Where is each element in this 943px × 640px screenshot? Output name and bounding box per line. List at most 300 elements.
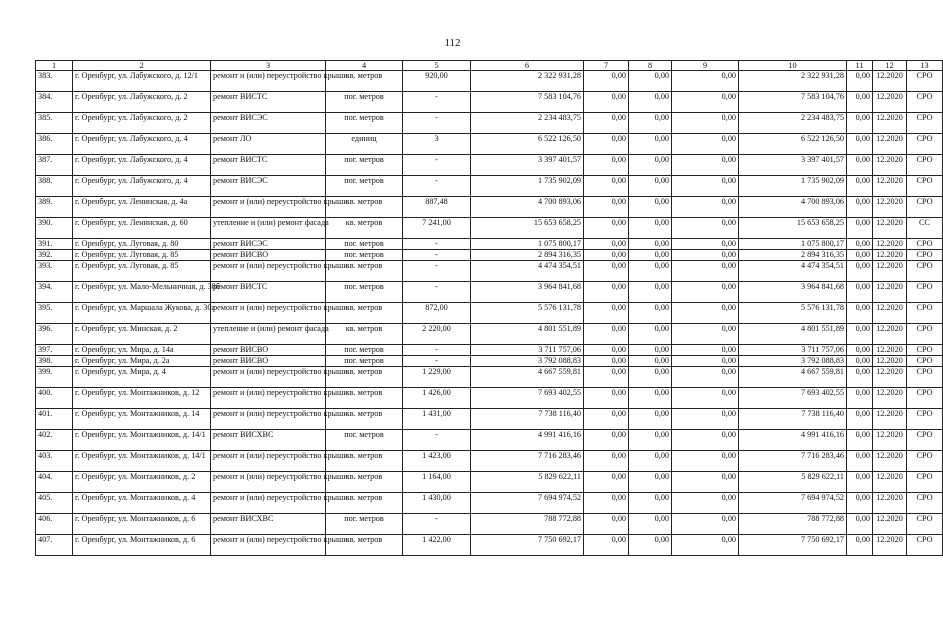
unit-cell: кв. метров: [326, 367, 403, 388]
fund-cell: 0,00: [629, 218, 672, 239]
table-row: [36, 514, 943, 535]
unit-cell: кв. метров: [326, 535, 403, 556]
table-row: [36, 197, 943, 218]
fund-cell: 0,00: [584, 535, 629, 556]
other-cell: 0,00: [847, 409, 873, 430]
deadline-cell: 12.2020: [873, 303, 907, 324]
fund-cell: 0,00: [672, 409, 739, 430]
deadline-cell: 12.2020: [873, 367, 907, 388]
deadline-cell: 12.2020: [873, 356, 907, 367]
source-cell: СРО: [907, 345, 943, 356]
table-row: [36, 282, 943, 303]
deadline-cell: 12.2020: [873, 472, 907, 493]
quantity-cell: 872,00: [403, 303, 471, 324]
unit-cell: пог. метров: [326, 155, 403, 176]
row-number: 393.: [36, 261, 73, 282]
work-type-cell: ремонт и (или) переустройство крыши: [211, 493, 326, 514]
fund-cell: 0,00: [672, 197, 739, 218]
table-row: [36, 155, 943, 176]
fund-cell: 0,00: [672, 113, 739, 134]
address-cell: г. Оренбург, ул. Монтажников, д. 14/1: [73, 451, 211, 472]
fund-cell: 0,00: [584, 113, 629, 134]
column-header: 8: [629, 61, 672, 71]
row-number: 395.: [36, 303, 73, 324]
fund-cell: 0,00: [629, 282, 672, 303]
deadline-cell: 12.2020: [873, 239, 907, 250]
source-cell: СРО: [907, 493, 943, 514]
work-type-cell: ремонт ВИСТС: [211, 282, 326, 303]
cost-cell: 4 667 559,81: [471, 367, 584, 388]
deadline-cell: 12.2020: [873, 218, 907, 239]
fund-cell: 0,00: [584, 324, 629, 345]
unit-cell: пог. метров: [326, 282, 403, 303]
source-cell: СРО: [907, 367, 943, 388]
table-row: [36, 303, 943, 324]
fund-cell: 0,00: [629, 250, 672, 261]
source-cell: СРО: [907, 535, 943, 556]
unit-cell: пог. метров: [326, 514, 403, 535]
fund-cell: 0,00: [629, 472, 672, 493]
fund-cell: 0,00: [584, 239, 629, 250]
address-cell: г. Оренбург, ул. Мира, д. 2а: [73, 356, 211, 367]
row-number: 388.: [36, 176, 73, 197]
row-number: 397.: [36, 345, 73, 356]
other-cell: 0,00: [847, 239, 873, 250]
deadline-cell: 12.2020: [873, 282, 907, 303]
row-number: 394.: [36, 282, 73, 303]
deadline-cell: 12.2020: [873, 324, 907, 345]
source-cell: СРО: [907, 388, 943, 409]
fund-cell: 0,00: [672, 239, 739, 250]
column-header: 6: [471, 61, 584, 71]
fund-cell: 0,00: [672, 261, 739, 282]
quantity-cell: -: [403, 176, 471, 197]
unit-cell: кв. метров: [326, 409, 403, 430]
fund-cell: 0,00: [672, 71, 739, 92]
fund-cell: 0,00: [629, 261, 672, 282]
work-type-cell: ремонт и (или) переустройство крыши: [211, 388, 326, 409]
total-cell: 1 735 902,09: [739, 176, 847, 197]
cost-cell: 5 576 131,78: [471, 303, 584, 324]
fund-cell: 0,00: [672, 218, 739, 239]
row-number: 384.: [36, 92, 73, 113]
cost-cell: 3 964 841,68: [471, 282, 584, 303]
table-body: [36, 71, 943, 556]
work-type-cell: ремонт и (или) переустройство крыши: [211, 197, 326, 218]
total-cell: 5 829 622,11: [739, 472, 847, 493]
other-cell: 0,00: [847, 92, 873, 113]
table-row: [36, 324, 943, 345]
total-cell: 1 075 800,17: [739, 239, 847, 250]
table-row: [36, 451, 943, 472]
cost-cell: 4 801 551,89: [471, 324, 584, 345]
other-cell: 0,00: [847, 451, 873, 472]
fund-cell: 0,00: [584, 92, 629, 113]
table-row: [36, 261, 943, 282]
row-number: 399.: [36, 367, 73, 388]
column-number-row: [36, 61, 943, 71]
fund-cell: 0,00: [584, 367, 629, 388]
total-cell: 788 772,88: [739, 514, 847, 535]
source-cell: СРО: [907, 282, 943, 303]
address-cell: г. Оренбург, ул. Минская, д. 2: [73, 324, 211, 345]
column-header: 12: [873, 61, 907, 71]
quantity-cell: 7 241,00: [403, 218, 471, 239]
fund-cell: 0,00: [629, 388, 672, 409]
work-type-cell: ремонт ВИСВО: [211, 356, 326, 367]
other-cell: 0,00: [847, 345, 873, 356]
fund-cell: 0,00: [672, 250, 739, 261]
fund-cell: 0,00: [672, 155, 739, 176]
cost-cell: 4 991 416,16: [471, 430, 584, 451]
total-cell: 3 792 088,83: [739, 356, 847, 367]
source-cell: СРО: [907, 409, 943, 430]
fund-cell: 0,00: [672, 388, 739, 409]
unit-cell: кв. метров: [326, 218, 403, 239]
total-cell: 4 801 551,89: [739, 324, 847, 345]
work-type-cell: ремонт ВИСТС: [211, 92, 326, 113]
other-cell: 0,00: [847, 250, 873, 261]
quantity-cell: 1 431,00: [403, 409, 471, 430]
address-cell: г. Оренбург, ул. Мира, д. 14а: [73, 345, 211, 356]
quantity-cell: 1 164,00: [403, 472, 471, 493]
fund-cell: 0,00: [584, 493, 629, 514]
column-header: 1: [36, 61, 73, 71]
fund-cell: 0,00: [672, 282, 739, 303]
source-cell: СРО: [907, 430, 943, 451]
row-number: 390.: [36, 218, 73, 239]
table-row: [36, 250, 943, 261]
fund-cell: 0,00: [629, 493, 672, 514]
address-cell: г. Оренбург, ул. Мира, д. 4: [73, 367, 211, 388]
unit-cell: кв. метров: [326, 324, 403, 345]
row-number: 405.: [36, 493, 73, 514]
other-cell: 0,00: [847, 493, 873, 514]
total-cell: 5 576 131,78: [739, 303, 847, 324]
fund-cell: 0,00: [629, 239, 672, 250]
work-type-cell: утепление и (или) ремонт фасада: [211, 218, 326, 239]
source-cell: СРО: [907, 239, 943, 250]
unit-cell: кв. метров: [326, 197, 403, 218]
row-number: 383.: [36, 71, 73, 92]
fund-cell: 0,00: [629, 176, 672, 197]
quantity-cell: -: [403, 345, 471, 356]
row-number: 402.: [36, 430, 73, 451]
address-cell: г. Оренбург, ул. Монтажников, д. 2: [73, 472, 211, 493]
cost-cell: 6 522 126,50: [471, 134, 584, 155]
unit-cell: кв. метров: [326, 261, 403, 282]
cost-cell: 2 322 931,28: [471, 71, 584, 92]
fund-cell: 0,00: [584, 388, 629, 409]
total-cell: 4 474 354,51: [739, 261, 847, 282]
unit-cell: кв. метров: [326, 472, 403, 493]
other-cell: 0,00: [847, 113, 873, 134]
deadline-cell: 12.2020: [873, 514, 907, 535]
row-number: 392.: [36, 250, 73, 261]
unit-cell: пог. метров: [326, 430, 403, 451]
row-number: 386.: [36, 134, 73, 155]
table-row: [36, 176, 943, 197]
source-cell: СРО: [907, 197, 943, 218]
total-cell: 3 964 841,68: [739, 282, 847, 303]
deadline-cell: 12.2020: [873, 345, 907, 356]
cost-cell: 788 772,88: [471, 514, 584, 535]
unit-cell: пог. метров: [326, 345, 403, 356]
quantity-cell: 1 423,00: [403, 451, 471, 472]
fund-cell: 0,00: [672, 430, 739, 451]
address-cell: г. Оренбург, ул. Ленинская, д. 60: [73, 218, 211, 239]
cost-cell: 3 792 088,83: [471, 356, 584, 367]
other-cell: 0,00: [847, 197, 873, 218]
fund-cell: 0,00: [629, 113, 672, 134]
fund-cell: 0,00: [672, 176, 739, 197]
deadline-cell: 12.2020: [873, 134, 907, 155]
total-cell: 3 711 757,06: [739, 345, 847, 356]
row-number: 391.: [36, 239, 73, 250]
address-cell: г. Оренбург, ул. Луговая, д. 85: [73, 250, 211, 261]
fund-cell: 0,00: [672, 451, 739, 472]
column-header: 3: [211, 61, 326, 71]
source-cell: СРО: [907, 451, 943, 472]
table-row: [36, 535, 943, 556]
fund-cell: 0,00: [584, 451, 629, 472]
fund-cell: 0,00: [629, 324, 672, 345]
column-header: 7: [584, 61, 629, 71]
work-type-cell: ремонт ВИСВО: [211, 345, 326, 356]
fund-cell: 0,00: [629, 155, 672, 176]
column-header: 10: [739, 61, 847, 71]
other-cell: 0,00: [847, 472, 873, 493]
row-number: 396.: [36, 324, 73, 345]
fund-cell: 0,00: [584, 250, 629, 261]
work-type-cell: ремонт и (или) переустройство крыши: [211, 367, 326, 388]
fund-cell: 0,00: [629, 451, 672, 472]
deadline-cell: 12.2020: [873, 197, 907, 218]
fund-cell: 0,00: [584, 134, 629, 155]
table-row: [36, 367, 943, 388]
address-cell: г. Оренбург, ул. Монтажников, д. 6: [73, 535, 211, 556]
quantity-cell: -: [403, 430, 471, 451]
table-row: [36, 218, 943, 239]
cost-cell: 3 711 757,06: [471, 345, 584, 356]
work-type-cell: ремонт ВИСЭС: [211, 239, 326, 250]
fund-cell: 0,00: [584, 303, 629, 324]
quantity-cell: 3: [403, 134, 471, 155]
total-cell: 3 397 401,57: [739, 155, 847, 176]
address-cell: г. Оренбург, ул. Монтажников, д. 6: [73, 514, 211, 535]
other-cell: 0,00: [847, 367, 873, 388]
address-cell: г. Оренбург, ул. Луговая, д. 80: [73, 239, 211, 250]
quantity-cell: -: [403, 239, 471, 250]
unit-cell: кв. метров: [326, 493, 403, 514]
fund-cell: 0,00: [672, 514, 739, 535]
row-number: 401.: [36, 409, 73, 430]
work-type-cell: ремонт ВИСТС: [211, 155, 326, 176]
work-type-cell: ремонт и (или) переустройство крыши: [211, 409, 326, 430]
cost-cell: 7 694 974,52: [471, 493, 584, 514]
fund-cell: 0,00: [584, 261, 629, 282]
work-type-cell: ремонт и (или) переустройство крыши: [211, 472, 326, 493]
deadline-cell: 12.2020: [873, 451, 907, 472]
page-number: 112: [444, 37, 461, 49]
unit-cell: кв. метров: [326, 71, 403, 92]
fund-cell: 0,00: [672, 324, 739, 345]
address-cell: г. Оренбург, ул. Монтажников, д. 12: [73, 388, 211, 409]
cost-cell: 7 583 104,76: [471, 92, 584, 113]
cost-cell: 5 829 622,11: [471, 472, 584, 493]
fund-cell: 0,00: [584, 409, 629, 430]
total-cell: 6 522 126,50: [739, 134, 847, 155]
cost-cell: 7 750 692,17: [471, 535, 584, 556]
row-number: 400.: [36, 388, 73, 409]
total-cell: 4 991 416,16: [739, 430, 847, 451]
total-cell: 7 738 116,40: [739, 409, 847, 430]
row-number: 389.: [36, 197, 73, 218]
source-cell: СРО: [907, 261, 943, 282]
fund-cell: 0,00: [584, 197, 629, 218]
deadline-cell: 12.2020: [873, 535, 907, 556]
quantity-cell: -: [403, 92, 471, 113]
deadline-cell: 12.2020: [873, 250, 907, 261]
source-cell: СРО: [907, 176, 943, 197]
column-header: 4: [326, 61, 403, 71]
work-type-cell: ремонт ЛО: [211, 134, 326, 155]
fund-cell: 0,00: [672, 303, 739, 324]
cost-cell: 4 474 354,51: [471, 261, 584, 282]
fund-cell: 0,00: [584, 472, 629, 493]
address-cell: г. Оренбург, ул. Лабужского, д. 2: [73, 113, 211, 134]
column-header: 11: [847, 61, 873, 71]
fund-cell: 0,00: [672, 92, 739, 113]
table-row: [36, 493, 943, 514]
cost-cell: 7 738 116,40: [471, 409, 584, 430]
fund-cell: 0,00: [584, 345, 629, 356]
quantity-cell: -: [403, 261, 471, 282]
work-type-cell: ремонт и (или) переустройство крыши: [211, 71, 326, 92]
quantity-cell: -: [403, 356, 471, 367]
fund-cell: 0,00: [672, 493, 739, 514]
other-cell: 0,00: [847, 430, 873, 451]
source-cell: СС: [907, 218, 943, 239]
fund-cell: 0,00: [584, 71, 629, 92]
work-type-cell: ремонт ВИСЭС: [211, 113, 326, 134]
deadline-cell: 12.2020: [873, 71, 907, 92]
source-cell: СРО: [907, 134, 943, 155]
other-cell: 0,00: [847, 514, 873, 535]
table-row: [36, 472, 943, 493]
other-cell: 0,00: [847, 71, 873, 92]
deadline-cell: 12.2020: [873, 92, 907, 113]
row-number: 407.: [36, 535, 73, 556]
source-cell: СРО: [907, 250, 943, 261]
address-cell: г. Оренбург, ул. Маршала Жукова, д. 30а: [73, 303, 211, 324]
fund-cell: 0,00: [629, 197, 672, 218]
fund-cell: 0,00: [629, 430, 672, 451]
total-cell: 2 322 931,28: [739, 71, 847, 92]
fund-cell: 0,00: [584, 218, 629, 239]
fund-cell: 0,00: [629, 71, 672, 92]
fund-cell: 0,00: [629, 356, 672, 367]
quantity-cell: 1 430,00: [403, 493, 471, 514]
table-row: [36, 113, 943, 134]
address-cell: г. Оренбург, ул. Ленинская, д. 4а: [73, 197, 211, 218]
address-cell: г. Оренбург, ул. Лабужского, д. 2: [73, 92, 211, 113]
unit-cell: пог. метров: [326, 92, 403, 113]
fund-cell: 0,00: [584, 282, 629, 303]
total-cell: 7 693 402,55: [739, 388, 847, 409]
address-cell: г. Оренбург, ул. Мало-Мельничная, д. 38б: [73, 282, 211, 303]
row-number: 385.: [36, 113, 73, 134]
quantity-cell: -: [403, 250, 471, 261]
cost-cell: 1 735 902,09: [471, 176, 584, 197]
row-number: 403.: [36, 451, 73, 472]
unit-cell: кв. метров: [326, 303, 403, 324]
fund-cell: 0,00: [584, 155, 629, 176]
other-cell: 0,00: [847, 388, 873, 409]
unit-cell: пог. метров: [326, 239, 403, 250]
deadline-cell: 12.2020: [873, 176, 907, 197]
address-cell: г. Оренбург, ул. Лабужского, д. 4: [73, 176, 211, 197]
column-header: 9: [672, 61, 739, 71]
quantity-cell: -: [403, 155, 471, 176]
table-row: [36, 134, 943, 155]
work-type-cell: ремонт и (или) переустройство крыши: [211, 303, 326, 324]
address-cell: г. Оренбург, ул. Монтажников, д. 14/1: [73, 430, 211, 451]
work-type-cell: ремонт и (или) переустройство крыши: [211, 451, 326, 472]
fund-cell: 0,00: [672, 345, 739, 356]
unit-cell: пог. метров: [326, 250, 403, 261]
source-cell: СРО: [907, 303, 943, 324]
address-cell: г. Оренбург, ул. Лабужского, д. 4: [73, 134, 211, 155]
fund-cell: 0,00: [672, 356, 739, 367]
work-type-cell: ремонт ВИСХВС: [211, 514, 326, 535]
source-cell: СРО: [907, 356, 943, 367]
source-cell: СРО: [907, 324, 943, 345]
address-cell: г. Оренбург, ул. Монтажников, д. 4: [73, 493, 211, 514]
cost-cell: 3 397 401,57: [471, 155, 584, 176]
deadline-cell: 12.2020: [873, 155, 907, 176]
deadline-cell: 12.2020: [873, 493, 907, 514]
deadline-cell: 12.2020: [873, 388, 907, 409]
other-cell: 0,00: [847, 282, 873, 303]
total-cell: 2 234 483,75: [739, 113, 847, 134]
quantity-cell: 920,00: [403, 71, 471, 92]
fund-cell: 0,00: [584, 430, 629, 451]
column-header: 13: [907, 61, 943, 71]
unit-cell: кв. метров: [326, 388, 403, 409]
quantity-cell: 2 220,00: [403, 324, 471, 345]
cost-cell: 15 653 658,25: [471, 218, 584, 239]
other-cell: 0,00: [847, 218, 873, 239]
table-row: [36, 239, 943, 250]
fund-cell: 0,00: [629, 514, 672, 535]
table-row: [36, 430, 943, 451]
unit-cell: пог. метров: [326, 113, 403, 134]
address-cell: г. Оренбург, ул. Луговая, д. 85: [73, 261, 211, 282]
capital-repair-table: [35, 60, 943, 556]
column-header: 5: [403, 61, 471, 71]
other-cell: 0,00: [847, 303, 873, 324]
total-cell: 7 583 104,76: [739, 92, 847, 113]
other-cell: 0,00: [847, 134, 873, 155]
row-number: 387.: [36, 155, 73, 176]
quantity-cell: -: [403, 514, 471, 535]
cost-cell: 2 894 316,35: [471, 250, 584, 261]
unit-cell: пог. метров: [326, 176, 403, 197]
unit-cell: кв. метров: [326, 451, 403, 472]
cost-cell: 2 234 483,75: [471, 113, 584, 134]
source-cell: СРО: [907, 155, 943, 176]
